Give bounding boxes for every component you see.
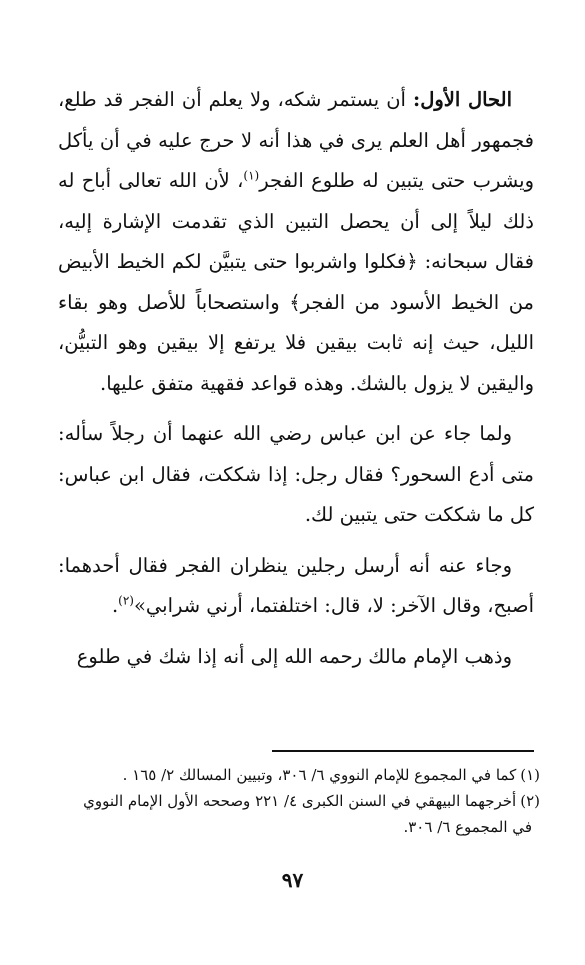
main-text [58, 80, 534, 677]
paragraph-text: وجاء عنه أنه أرسل رجلين ينظران الفجر فقال أحدهما: أصبح، وقال الآخر: لا، قال: اختلفتما، أرني شرابي» [58, 553, 534, 617]
paragraph-text-cont: . [111, 594, 119, 617]
footnote-ref-2[interactable]: (٢) [118, 593, 134, 608]
paragraph-3 [58, 546, 534, 627]
paragraph-1 [58, 80, 534, 404]
footnote-text: كما في المجموع للإمام النووي ٦/ ٣٠٦، وتبيين المسالك ٢/ ١٦٥ . [122, 766, 517, 784]
page-number: ٩٧ [281, 868, 304, 892]
paragraph-2: ولما جاء عن ابن عباس رضي الله عنهما أن رجلاً سأله: متى أدع السحور؟ فقال رجل: إذا شككت، فقال ابن عباس: كل ما شككت حتى يتبين لك. [58, 422, 534, 526]
paragraph-text: أن يستمر شكه، ولا يعلم أن الفجر قد طلع، فجمهور أهل العلم يرى في هذا أنه لا حرج عليه في أن يأكل ويشرب حتى يتبين له طلوع الفجر [58, 88, 534, 192]
footnote-text: أخرجهما البيهقي في السنن الكبرى ٤/ ٢٢١ وصححه الأول الإمام النووي [83, 792, 517, 810]
footnote-number: (١) [520, 766, 540, 784]
footnote-ref-1[interactable]: (١) [243, 168, 260, 183]
footnote-number: (٢) [520, 792, 540, 810]
paragraph-lead: الحال الأول: [413, 88, 513, 111]
footnotes [50, 762, 540, 840]
paragraph-text-cont: ، لأن الله تعالى أباح له ذلك ليلاً إلى أن يحصل التبين الذي تقدمت الإشارة إليه، فقال سبحانه: ﴿فكلوا واشربوا حتى يتبيَّن لكم الخيط الأبيض من الخيط الأسود من الفجر﴾ واستصحاباً للأصل وهو بقاء الليل، حيث إنه ثابت بيقين فلا يرتفع إلا بيقين وهو التبيُّن، واليقين لا يزول بالشك. وهذه قواعد فقهية متفق عليها. [58, 169, 534, 395]
footnote-divider [272, 750, 534, 752]
paragraph-4: وذهب الإمام مالك رحمه الله إلى أنه إذا شك في طلوع [76, 644, 512, 668]
footnote-text-cont: في المجموع ٦/ ٣٠٦. [403, 818, 532, 836]
footnote-1 [50, 762, 540, 788]
footnote-2 [50, 788, 540, 840]
